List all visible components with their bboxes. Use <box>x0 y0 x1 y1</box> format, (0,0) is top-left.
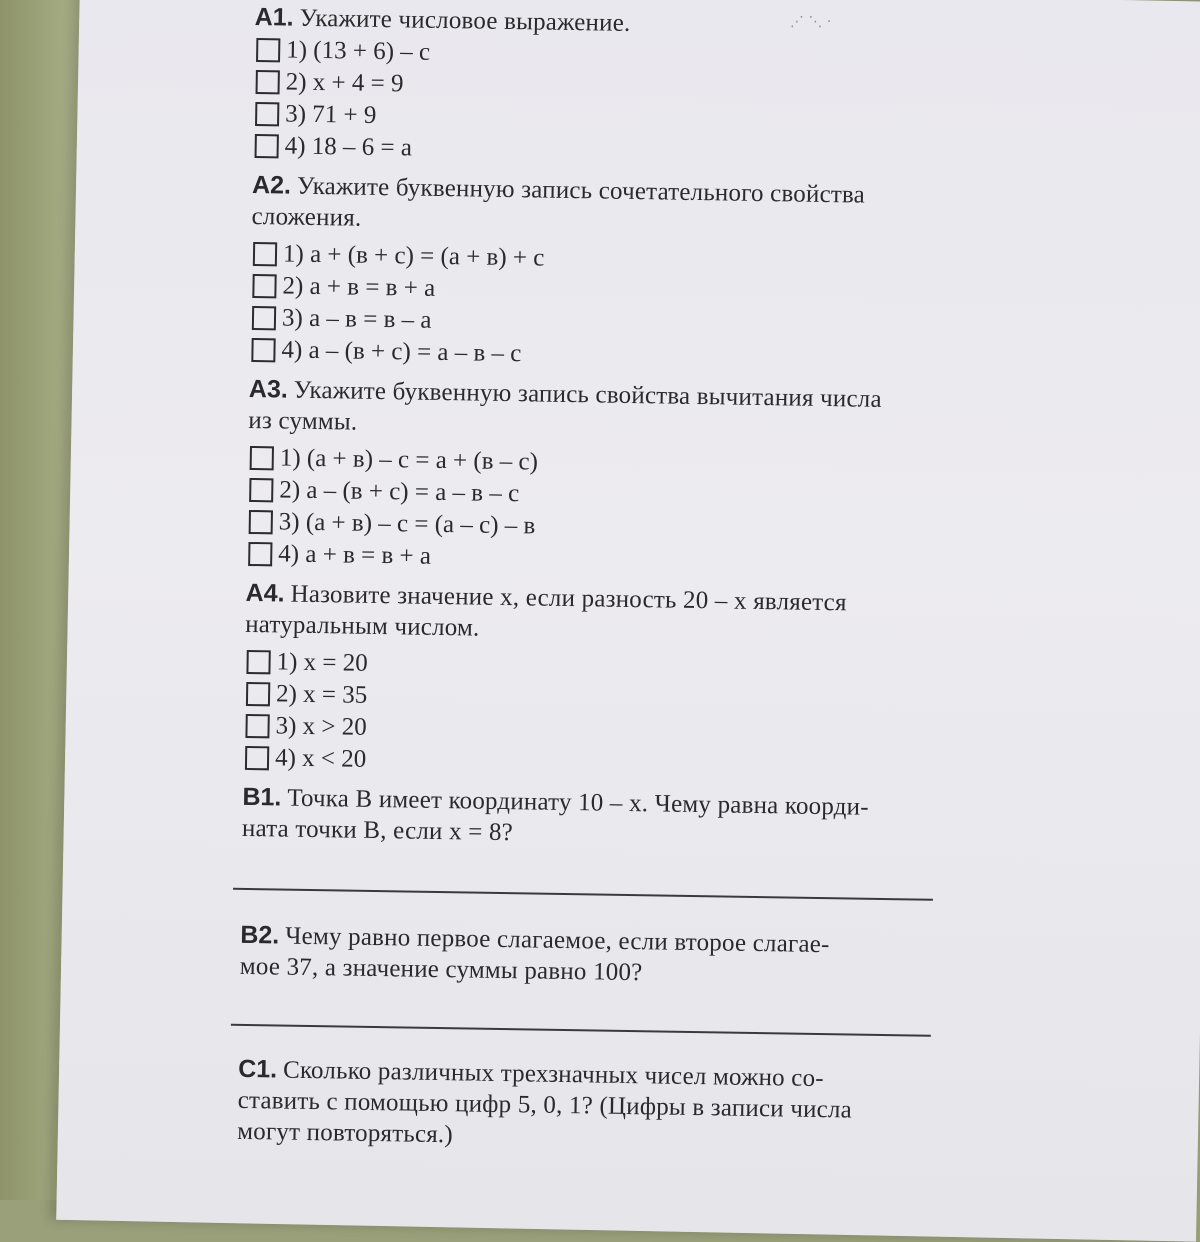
option-label: 4) 18 – 6 = a <box>284 132 413 162</box>
question-text: Назовите значение x, если разность 20 – x является <box>290 580 847 617</box>
answer-line-b1[interactable] <box>233 888 933 901</box>
question-text-cont: могут повторяться.) <box>237 1117 454 1149</box>
checkbox[interactable] <box>245 714 269 738</box>
question-text: Точка B имеет координату 10 – x. Чему равна коорди- <box>287 784 869 821</box>
question-number: В1. <box>242 782 282 812</box>
question-text-cont: натуральным числом. <box>244 610 480 642</box>
question-number: А2. <box>251 170 292 200</box>
answer-line-b2[interactable] <box>231 1024 931 1037</box>
checkbox[interactable] <box>256 70 280 94</box>
option-label: 1) a + (в + c) = (a + в) + c <box>282 240 545 272</box>
option-a2-1[interactable] <box>253 238 545 275</box>
question-text-cont: из суммы. <box>248 406 358 436</box>
question-number: С1. <box>237 1054 278 1084</box>
checkbox[interactable] <box>248 542 272 566</box>
option-a4-4[interactable] <box>245 742 367 776</box>
option-a2-2[interactable] <box>252 270 435 305</box>
question-text: Укажите числовое выражение. <box>299 4 631 37</box>
question-number: А4. <box>245 578 285 608</box>
question-text-cont: мое 37, а значение суммы равно 100? <box>239 952 643 987</box>
checkbox[interactable] <box>252 306 276 330</box>
question-a4 <box>245 578 966 651</box>
option-a1-2[interactable] <box>255 66 403 100</box>
question-number: В2. <box>240 920 280 950</box>
option-a3-4[interactable] <box>248 538 431 573</box>
option-a2-4[interactable] <box>251 334 521 370</box>
checkbox[interactable] <box>250 446 274 470</box>
question-text-cont: ната точки B, если x = 8? <box>241 814 514 847</box>
worksheet <box>236 0 975 1211</box>
option-label: 2) a – (в + c) = a – в – c <box>279 476 520 508</box>
option-label: 4) a + в = в + a <box>278 540 432 570</box>
question-a3 <box>248 374 969 447</box>
option-label: 2) x = 35 <box>275 680 368 709</box>
question-text-cont: ставить с помощью цифр 5, 0, 1? (Цифры в записи числа <box>237 1086 853 1124</box>
question-text: Чему равно первое слагаемое, если второе слагае- <box>284 922 830 959</box>
option-label: 3) (a + в) – c = (a – c) – в <box>278 508 536 540</box>
question-text: Укажите буквенную запись свойства вычитания числа <box>293 376 882 413</box>
question-number: А3. <box>248 374 289 404</box>
option-a4-2[interactable] <box>246 678 368 712</box>
option-label: 3) x > 20 <box>275 712 367 741</box>
option-label: 4) x < 20 <box>274 744 367 773</box>
option-a1-4[interactable] <box>254 130 412 164</box>
option-label: 4) a – (в + c) = a – в – c <box>281 336 522 368</box>
checkbox[interactable] <box>256 38 280 62</box>
checkbox[interactable] <box>251 338 275 362</box>
question-number: А1. <box>254 2 294 32</box>
option-label: 1) x = 20 <box>276 648 368 677</box>
option-label: 2) a + в = в + a <box>282 272 436 302</box>
option-label: 2) x + 4 = 9 <box>285 68 404 98</box>
option-a2-3[interactable] <box>252 302 432 337</box>
option-label: 3) 71 + 9 <box>285 100 377 129</box>
question-b1 <box>242 782 963 855</box>
option-a4-3[interactable] <box>245 710 367 744</box>
question-text: Укажите буквенную запись сочетательного свойства <box>296 172 866 209</box>
question-text: Сколько различных трехзначных чисел можно со- <box>282 1056 825 1093</box>
option-a3-2[interactable] <box>249 474 519 510</box>
question-text-cont: сложения. <box>251 202 362 232</box>
checkbox[interactable] <box>249 478 273 502</box>
checkbox[interactable] <box>255 134 279 158</box>
option-a3-3[interactable] <box>249 506 536 542</box>
option-label: 3) a – в = в – a <box>281 304 432 334</box>
checkbox[interactable] <box>245 746 269 770</box>
option-a1-3[interactable] <box>255 98 377 132</box>
option-label: 1) (a + в) – c = a + (в – c) <box>279 444 539 476</box>
option-a3-1[interactable] <box>250 442 539 479</box>
checkbox[interactable] <box>246 682 270 706</box>
question-a2 <box>251 170 972 243</box>
option-a1-1[interactable] <box>256 34 430 69</box>
checkbox[interactable] <box>253 242 277 266</box>
pencil-marks: ⋰ ⋱ · <box>790 14 832 30</box>
checkbox[interactable] <box>249 510 273 534</box>
checkbox[interactable] <box>246 650 270 674</box>
checkbox[interactable] <box>252 274 276 298</box>
question-c1 <box>237 1054 958 1158</box>
checkbox[interactable] <box>255 102 279 126</box>
option-a4-1[interactable] <box>246 646 368 680</box>
option-label: 1) (13 + 6) – c <box>286 36 431 66</box>
question-b2 <box>240 920 961 993</box>
